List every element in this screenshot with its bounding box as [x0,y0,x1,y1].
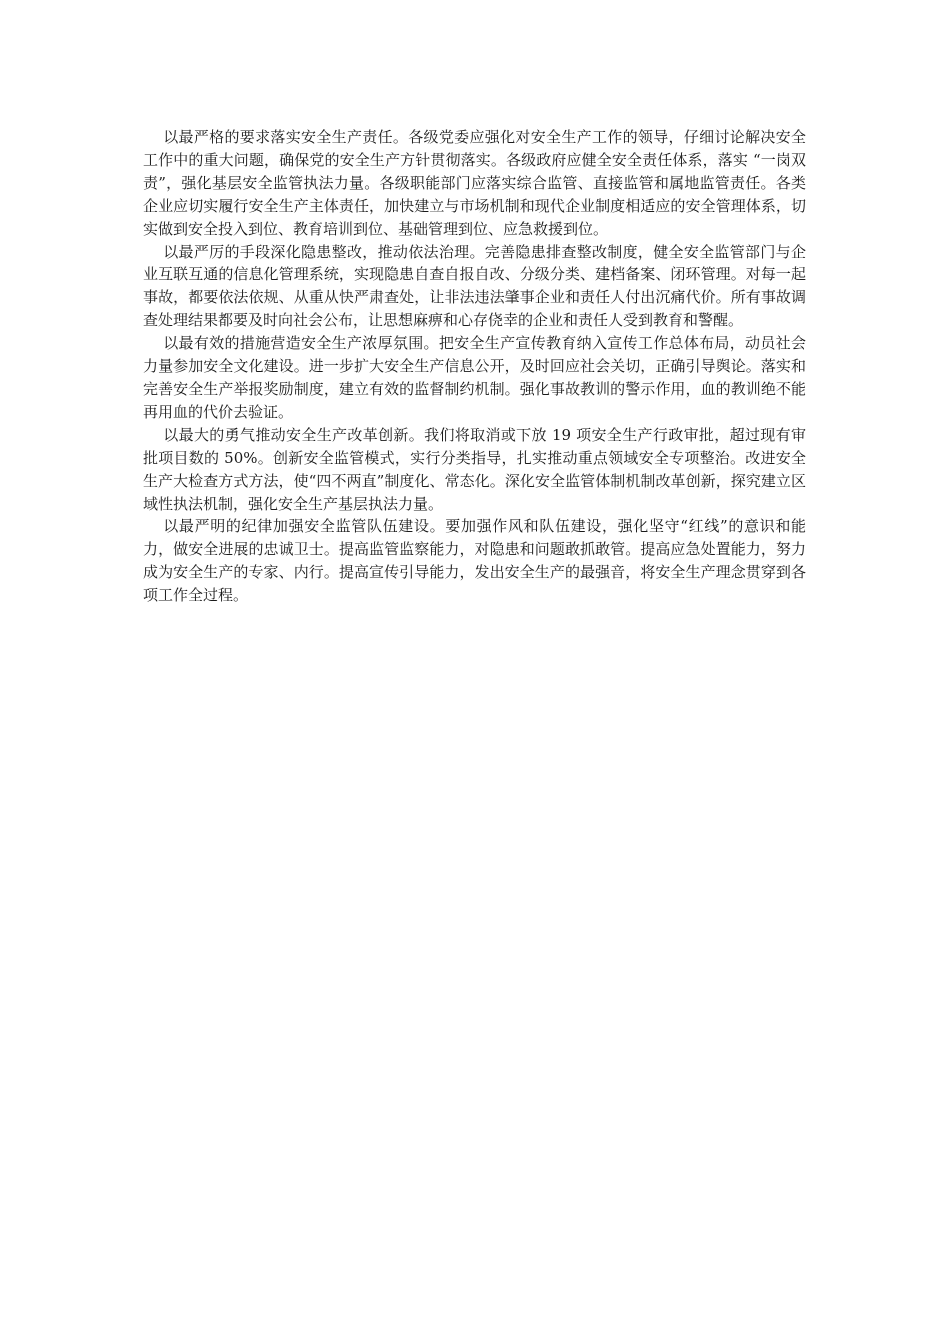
paragraph-hazard-rectification: 以最严厉的手段深化隐患整改，推动依法治理。完善隐患排查整改制度，健全安全监管部门与企业互联互通的信息化管理系统，实现隐患自查自报自改、分级分类、建档备案、闭环管理。对每一起事故，都要依法依规、从重从快严肃查处，让非法违法肇事企业和责任人付出沉痛代价。所有事故调查处理结果都要及时向社会公布，让思想麻痹和心存侥幸的企业和责任人受到教育和警醒。 [143,242,806,330]
paragraph-safety-atmosphere: 以最有效的措施营造安全生产浓厚氛围。把安全生产宣传教育纳入宣传工作总体布局，动员社会力量参加安全文化建设。进一步扩大安全生产信息公开，及时回应社会关切，正确引导舆论。落实和完善安全生产举报奖励制度，建立有效的监督制约机制。强化事故教训的警示作用，血的教训绝不能再用血的代价去验证。 [143,334,806,421]
document-body [143,126,806,607]
paragraph-team-building: 以最严明的纪律加强安全监管队伍建设。要加强作风和队伍建设，强化坚守“红线”的意识和能力，做安全进展的忠诚卫士。提高监管监察能力，对隐患和问题敢抓敢管。提高应急处置能力，努力成为安全生产的专家、内行。提高宣传引导能力，发出安全生产的最强音，将安全生产理念贯穿到各项工作全过程。 [143,517,806,605]
paragraph-responsibility: 以最严格的要求落实安全生产责任。各级党委应强化对安全生产工作的领导，仔细讨论解决安全工作中的重大问题，确保党的安全生产方针贯彻落实。各级政府应健全安全责任体系，落实 “一岗双责”，强化基层安全监管执法力量。各级职能部门应落实综合监管、直接监管和属地监管责任。各类企业应切实履行安全生产主体责任，加快建立与市场机制和现代企业制度相适应的安全管理体系，切实做到安全投入到位、教育培训到位、基础管理到位、应急救援到位。 [143,128,806,238]
paragraph-reform-innovation: 以最大的勇气推动安全生产改革创新。我们将取消或下放 19 项安全生产行政审批，超过现有审批项目数的 50%。创新安全监管模式，实行分类指导，扎实推动重点领域安全专项整治。改进安全生产大检查方式方法，使“四不两直”制度化、常态化。深化安全监管体制机制改革创新，探究建立区域性执法机制，强化安全生产基层执法力量。 [143,425,806,513]
